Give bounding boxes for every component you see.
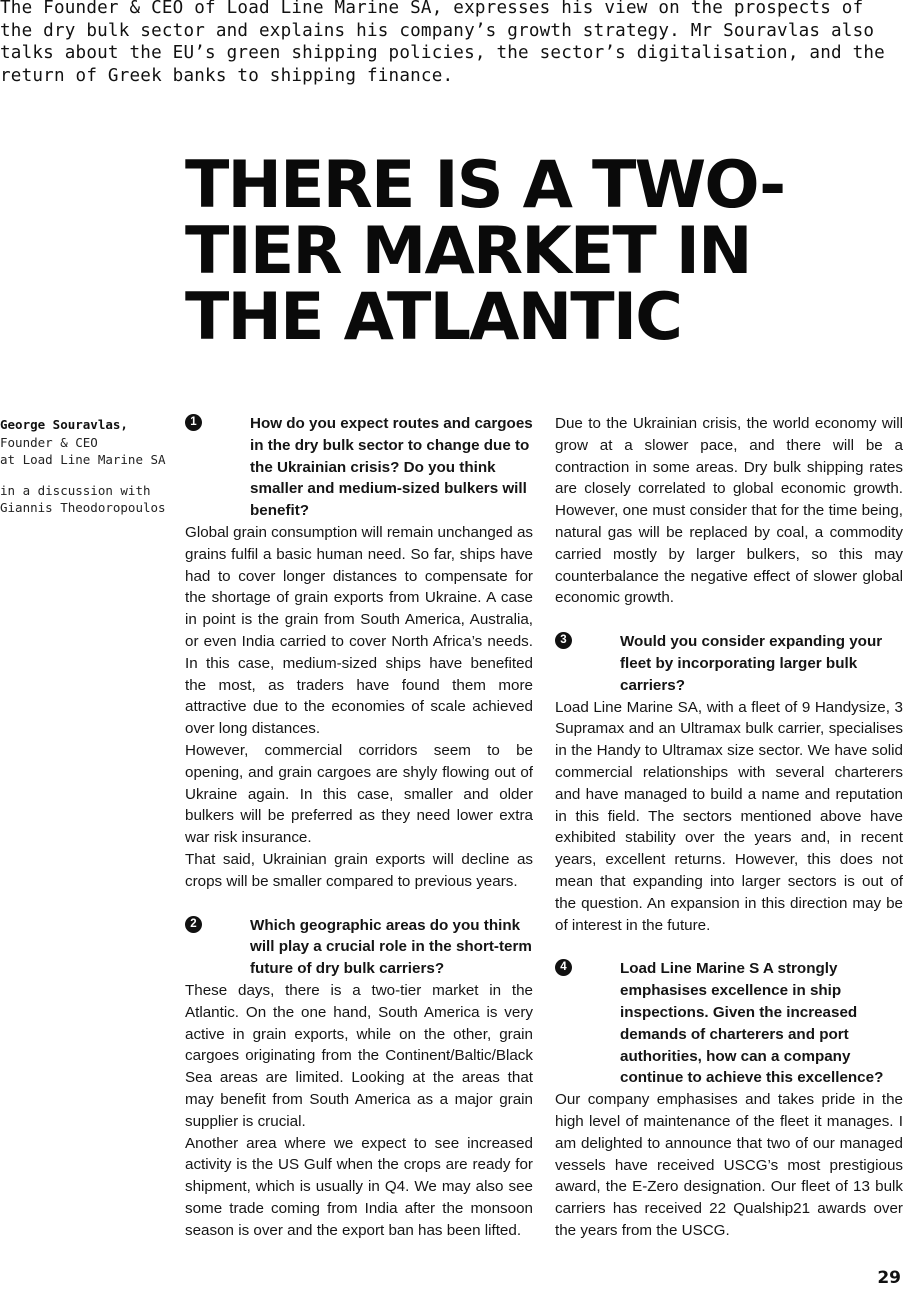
question-4-text: Load Line Marine S A strongly emphasises excellence in ship inspections. Given the increased demands of charterers and port authorities, how can a company continue to achieve this excellence? <box>620 960 884 1087</box>
answer-4-paragraph-1: Our company emphasises and takes pride in the high level of maintenance of the fleet it manages. I am delighted to announce that two of our managed vessels have received USCG’s most prestigious award, the E-Zero designation. Our fleet of 13 bulk carriers has received 22 Qualship21 awards over the years from the USCG. <box>555 1091 903 1239</box>
article-headline: THERE IS A TWO-TIER MARKET IN THE ATLANTIC <box>185 148 785 355</box>
byline <box>0 416 175 517</box>
answer-3-paragraph-1: Load Line Marine SA, with a fleet of 9 Handysize, 3 Supramax and an Ultramax bulk carrier, specialises in the Handy to Ultramax size sector. We have solid commercial relationships with several charterers and have managed to build a name and reputation in this field. The sectors mentioned above have exhibited stability over the years and, in recent years, excellent returns. However, this does not mean that expanding into larger sectors is out of the question. An expansion in this direction may be of interest in the future. <box>555 698 903 934</box>
answer-2-paragraph-1: These days, there is a two-tier market in the Atlantic. On the one hand, South America is very active in grain exports, while on the other, grain cargoes originating from the Continent/Baltic/Black Sea areas are limited. Looking at the areas that may benefit from South America as a major grain supplier is crucial. <box>185 981 533 1130</box>
answer-1-paragraph-2: However, commercial corridors seem to be opening, and grain cargoes are shyly flowing out of Ukraine again. In this case, smaller and older bulkers will be preferred as they need lower extra war risk insurance. <box>185 741 533 847</box>
answer-1-paragraph-1: Global grain consumption will remain unchanged as grains fulfil a basic human need. So far, ships have had to cover longer distances to compensate for the shortage of grain exports from Ukraine. A case in point is the grain from South America, Australia, or even India carried to cover North Africa’s needs. In this case, medium-sized ships have benefited the most, as traders have found them more attractive due to the economies of scale achieved over long distances. <box>185 523 533 738</box>
answer-1-paragraph-3: That said, Ukrainian grain exports will decline as crops will be smaller compared to previous years. <box>185 850 533 890</box>
question-2 <box>185 915 533 980</box>
interviewee-name: George Souravlas, <box>0 417 128 432</box>
question-3 <box>555 631 903 696</box>
question-number-2: 2 <box>185 916 202 933</box>
question-2-text: Which geographic areas do you think will play a crucial role in the short-term future of dry bulk carriers? <box>250 916 532 978</box>
answer-2-paragraph-3: Due to the Ukrainian crisis, the world economy will grow at a slower pace, and there will be a contraction in some areas. Dry bulk shipping rates are closely correlated to global economic growth. However, one must consider that for the time being, natural gas will be replaced by coal, a commodity carried mostly by larger bulkers, so this may counterbalance the negative effect of slower global economic growth. <box>555 415 903 607</box>
question-4 <box>555 958 903 1089</box>
interviewer-name: Giannis Theodoropoulos <box>0 500 166 515</box>
question-number-4: 4 <box>555 959 572 976</box>
question-number-1: 1 <box>185 414 202 431</box>
question-number-3: 3 <box>555 632 572 649</box>
question-3-text: Would you consider expanding your fleet by incorporating larger bulk carriers? <box>620 633 883 694</box>
answer-2-paragraph-2: Another area where we expect to see increased activity is the US Gulf when the crops are ready for shipment, which is usually in Q4. We may also see some trade coming from India after the monsoon season is over and the export ban has been lifted. <box>185 1134 533 1239</box>
discussion-label: in a discussion with <box>0 482 151 498</box>
article-column-right <box>555 413 903 1242</box>
article-column-left <box>185 413 533 1241</box>
intro-paragraph: The Founder & CEO of Load Line Marine SA, expresses his view on the prospects of the dry bulk sector and explains his company’s growth strategy. Mr Souravlas also talks about the EU’s green shipping policies, the sector’s digitalisation, and the return of Greek banks to shipping finance. <box>0 0 885 86</box>
question-1-text: How do you expect routes and cargoes in the dry bulk sector to change due to the Ukrainian crisis? Do you think smaller and medium-sized bulkers will benefit? <box>250 415 533 520</box>
page-number: 29 <box>877 1268 901 1288</box>
interviewee-company: at Load Line Marine SA <box>0 452 166 467</box>
question-1 <box>185 413 533 522</box>
interviewee-role: Founder & CEO <box>0 434 98 450</box>
